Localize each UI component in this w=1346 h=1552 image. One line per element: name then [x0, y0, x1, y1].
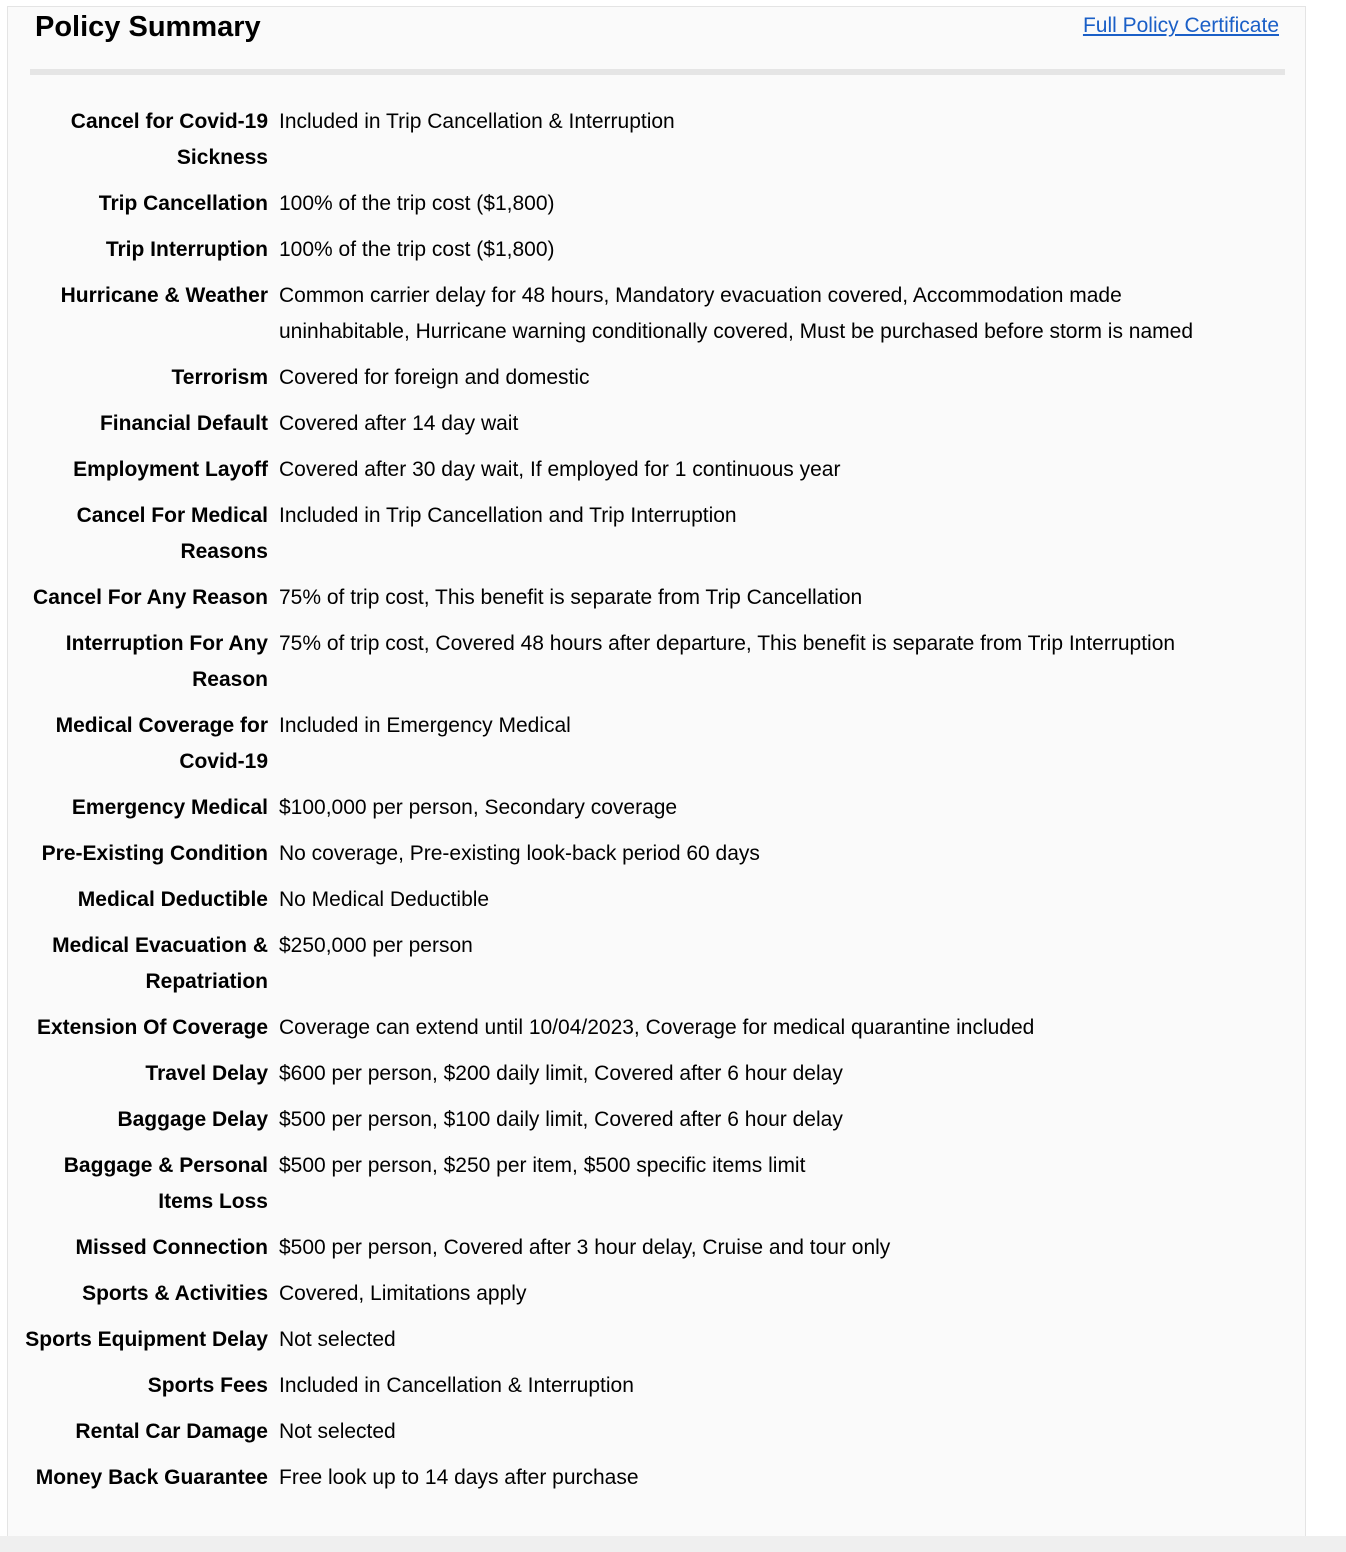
benefit-label: Medical Deductible	[77, 888, 268, 911]
benefit-value: Coverage can extend until 10/04/2023, Coverage for medical quarantine included	[279, 1016, 1035, 1039]
benefit-label: Trip Cancellation	[98, 192, 268, 215]
benefit-value: $500 per person, Covered after 3 hour delay, Cruise and tour only	[279, 1236, 891, 1259]
benefit-row-interruption-any-reason	[8, 626, 1305, 698]
benefit-row-baggage-delay	[8, 1102, 1305, 1138]
benefit-row-terrorism	[8, 360, 1305, 396]
benefit-label: Sports Fees	[147, 1374, 268, 1397]
benefit-label: Baggage Delay	[117, 1108, 268, 1131]
benefit-value: Included in Trip Cancellation & Interruption	[279, 110, 675, 133]
benefit-value: Common carrier delay for 48 hours, Mandatory evacuation covered, Accommodation made uninhabitable, Hurricane warning conditionally covered, Must be purchased before storm is named	[279, 284, 1194, 343]
benefit-row-cancel-covid	[8, 104, 1305, 176]
header-divider	[30, 69, 1285, 75]
benefit-value: $500 per person, $250 per item, $500 specific items limit	[279, 1154, 806, 1177]
benefit-value: 75% of trip cost, Covered 48 hours after departure, This benefit is separate from Trip Interruption	[279, 632, 1176, 655]
benefit-label: Trip Interruption	[105, 238, 268, 261]
benefit-label: Financial Default	[99, 412, 268, 435]
benefit-row-trip-cancellation	[8, 186, 1305, 222]
benefit-row-rental-car	[8, 1414, 1305, 1450]
benefit-label: Cancel for Covid-19 Sickness	[70, 110, 268, 169]
benefit-label: Sports & Activities	[82, 1282, 268, 1305]
benefit-value: No Medical Deductible	[279, 888, 490, 911]
benefit-row-trip-interruption	[8, 232, 1305, 268]
benefit-value: $100,000 per person, Secondary coverage	[279, 796, 678, 819]
benefit-label: Medical Coverage for Covid-19	[55, 714, 268, 773]
benefit-row-cancel-any-reason	[8, 580, 1305, 616]
benefit-value: Included in Emergency Medical	[279, 714, 571, 737]
benefit-value: Covered for foreign and domestic	[279, 366, 590, 389]
benefit-value: Included in Cancellation & Interruption	[279, 1374, 634, 1397]
benefit-row-sports-equipment-delay	[8, 1322, 1305, 1358]
benefit-row-financial-default	[8, 406, 1305, 442]
benefit-label: Baggage & Personal Items Loss	[63, 1154, 268, 1213]
benefit-row-missed-connection	[8, 1230, 1305, 1266]
benefit-value: Covered after 30 day wait, If employed for 1 continuous year	[279, 458, 841, 481]
benefit-label: Travel Delay	[145, 1062, 268, 1085]
benefit-value: $600 per person, $200 daily limit, Covered after 6 hour delay	[279, 1062, 843, 1085]
benefit-label: Pre-Existing Condition	[41, 842, 268, 865]
benefit-label: Extension Of Coverage	[36, 1016, 268, 1039]
benefit-row-sports-fees	[8, 1368, 1305, 1404]
benefit-row-hurricane-weather	[8, 278, 1305, 350]
benefit-value: Not selected	[279, 1328, 396, 1351]
benefit-value: Covered after 14 day wait	[279, 412, 519, 435]
benefit-label: Cancel For Medical Reasons	[76, 504, 268, 563]
benefit-value: $250,000 per person	[279, 934, 473, 957]
benefit-label: Terrorism	[171, 366, 268, 389]
benefit-row-emergency-medical	[8, 790, 1305, 826]
benefit-label: Missed Connection	[75, 1236, 268, 1259]
policy-summary-header	[8, 7, 1305, 69]
benefit-label: Sports Equipment Delay	[25, 1328, 268, 1351]
benefit-label: Cancel For Any Reason	[33, 586, 268, 609]
benefit-row-cancel-medical	[8, 498, 1305, 570]
benefit-value: 100% of the trip cost ($1,800)	[279, 238, 555, 261]
benefit-value: Covered, Limitations apply	[279, 1282, 527, 1305]
benefit-row-sports-activities	[8, 1276, 1305, 1312]
benefits-list	[8, 104, 1305, 1506]
page-bottom-edge	[0, 1536, 1346, 1552]
benefit-value: Free look up to 14 days after purchase	[279, 1466, 639, 1489]
benefit-value: $500 per person, $100 daily limit, Covered after 6 hour delay	[279, 1108, 843, 1131]
benefit-label: Hurricane & Weather	[60, 284, 268, 307]
full-policy-certificate-link[interactable]: Full Policy Certificate	[1082, 14, 1279, 37]
benefit-row-baggage-loss	[8, 1148, 1305, 1220]
benefit-label: Rental Car Damage	[75, 1420, 268, 1443]
benefit-row-medical-deductible	[8, 882, 1305, 918]
benefit-value: Included in Trip Cancellation and Trip Interruption	[279, 504, 737, 527]
benefit-row-pre-existing	[8, 836, 1305, 872]
benefit-row-extension-coverage	[8, 1010, 1305, 1046]
benefit-row-medical-evacuation	[8, 928, 1305, 1000]
page-title: Policy Summary	[35, 11, 261, 43]
benefit-value: Not selected	[279, 1420, 396, 1443]
benefit-value: 100% of the trip cost ($1,800)	[279, 192, 555, 215]
benefit-label: Interruption For Any Reason	[65, 632, 268, 691]
benefit-value: 75% of trip cost, This benefit is separate from Trip Cancellation	[279, 586, 863, 609]
benefit-row-money-back	[8, 1460, 1305, 1496]
benefit-label: Money Back Guarantee	[35, 1466, 268, 1489]
benefit-row-medical-covid	[8, 708, 1305, 780]
policy-summary-panel	[7, 6, 1306, 1536]
benefit-row-travel-delay	[8, 1056, 1305, 1092]
benefit-label: Medical Evacuation & Repatriation	[52, 934, 268, 993]
benefit-row-employment-layoff	[8, 452, 1305, 488]
benefit-value: No coverage, Pre-existing look-back period 60 days	[279, 842, 760, 865]
benefit-label: Employment Layoff	[73, 458, 268, 481]
benefit-label: Emergency Medical	[71, 796, 268, 819]
